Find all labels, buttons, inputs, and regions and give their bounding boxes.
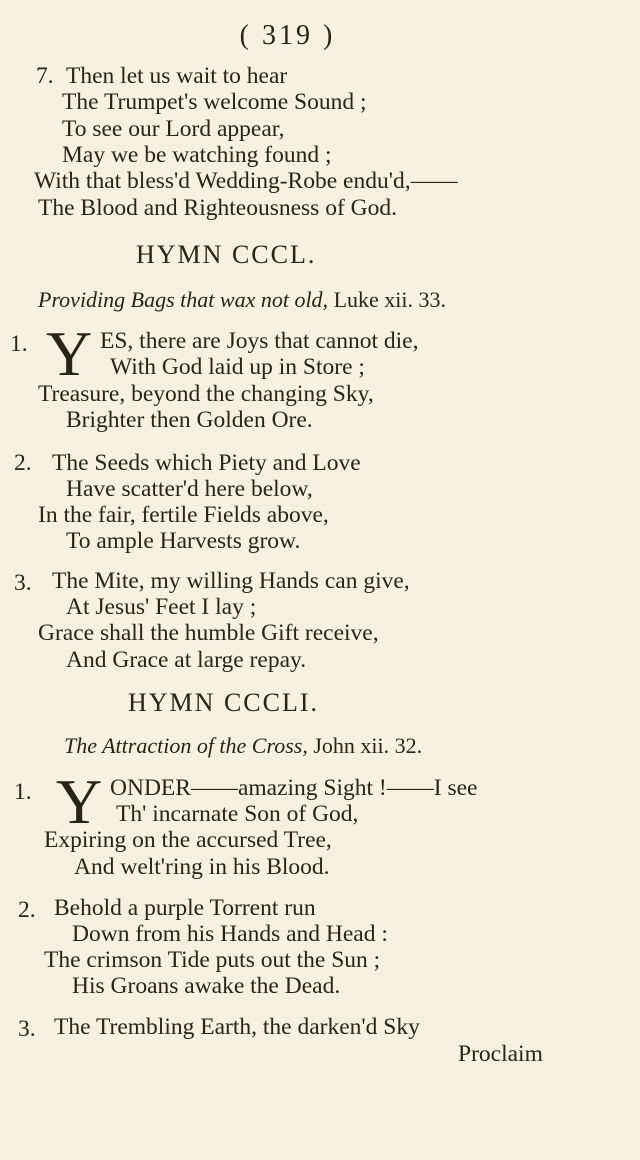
verse-line: With God laid up in Store ; [110,354,365,380]
verse-line: Treasure, beyond the changing Sky, [38,381,374,407]
drop-cap: Y [56,766,103,837]
verse-line: And Grace at large repay. [66,647,307,673]
verse-line: The Seeds which Piety and Love [52,450,361,476]
verse-line: Th' incarnate Son of God, [116,801,359,827]
hymn-title: HYMN CCCLI. [128,688,320,717]
verse-line: Then let us wait to hear [66,63,288,89]
verse-line: Have scatter'd here below, [66,476,313,502]
verse-line: May we be watching found ; [62,142,332,168]
verse-number: 2. [14,450,32,476]
verse-line: His Groans awake the Dead. [72,973,341,999]
hymn-title: HYMN CCCL. [136,240,317,269]
verse-line: To see our Lord appear, [62,116,285,142]
verse-number: 1. [10,331,28,357]
verse-line: The Trembling Earth, the darken'd Sky [54,1014,420,1040]
catchword: Proclaim [458,1041,543,1067]
hymn-subtitle-italic: Providing Bags that wax not old, [38,287,329,312]
verse-line: The Trumpet's welcome Sound ; [62,89,367,115]
scripture-reference: John xii. 32. [313,733,423,758]
verse-line: At Jesus' Feet I lay ; [66,594,257,620]
verse-number: 3. [14,570,32,596]
verse-line: ES, there are Joys that cannot die, [100,328,419,354]
verse-line: Grace shall the humble Gift receive, [38,620,379,646]
verse-line: Behold a purple Torrent run [54,895,316,921]
verse-line: And welt'ring in his Blood. [74,854,330,880]
verse-line: The Mite, my willing Hands can give, [52,568,410,594]
verse-line: In the fair, fertile Fields above, [38,502,329,528]
verse-line: To ample Harvests grow. [66,528,301,554]
verse-line: Brighter then Golden Ore. [66,407,313,433]
verse-line: The Blood and Righteousness of God. [38,195,397,221]
verse-line: With that bless'd Wedding-Robe endu'd,—— [34,168,458,194]
verse-line: Down from his Hands and Head : [72,921,388,947]
verse-number: 3. [18,1016,36,1042]
drop-cap: Y [46,318,93,389]
verse-line: Expiring on the accursed Tree, [44,827,332,853]
hymn-subtitle [64,733,422,759]
verse-line: ONDER——amazing Sight !——I see [110,775,478,801]
hymn-subtitle-italic: The Attraction of the Cross, [64,733,308,758]
scripture-reference: Luke xii. 33. [333,287,446,312]
page-number: ( 319 ) [239,20,336,51]
verse-number: 1. [14,779,32,805]
verse-line: The crimson Tide puts out the Sun ; [44,947,381,973]
verse-number: 7. [36,63,54,89]
verse-number: 2. [18,897,36,923]
hymn-subtitle [38,287,446,313]
